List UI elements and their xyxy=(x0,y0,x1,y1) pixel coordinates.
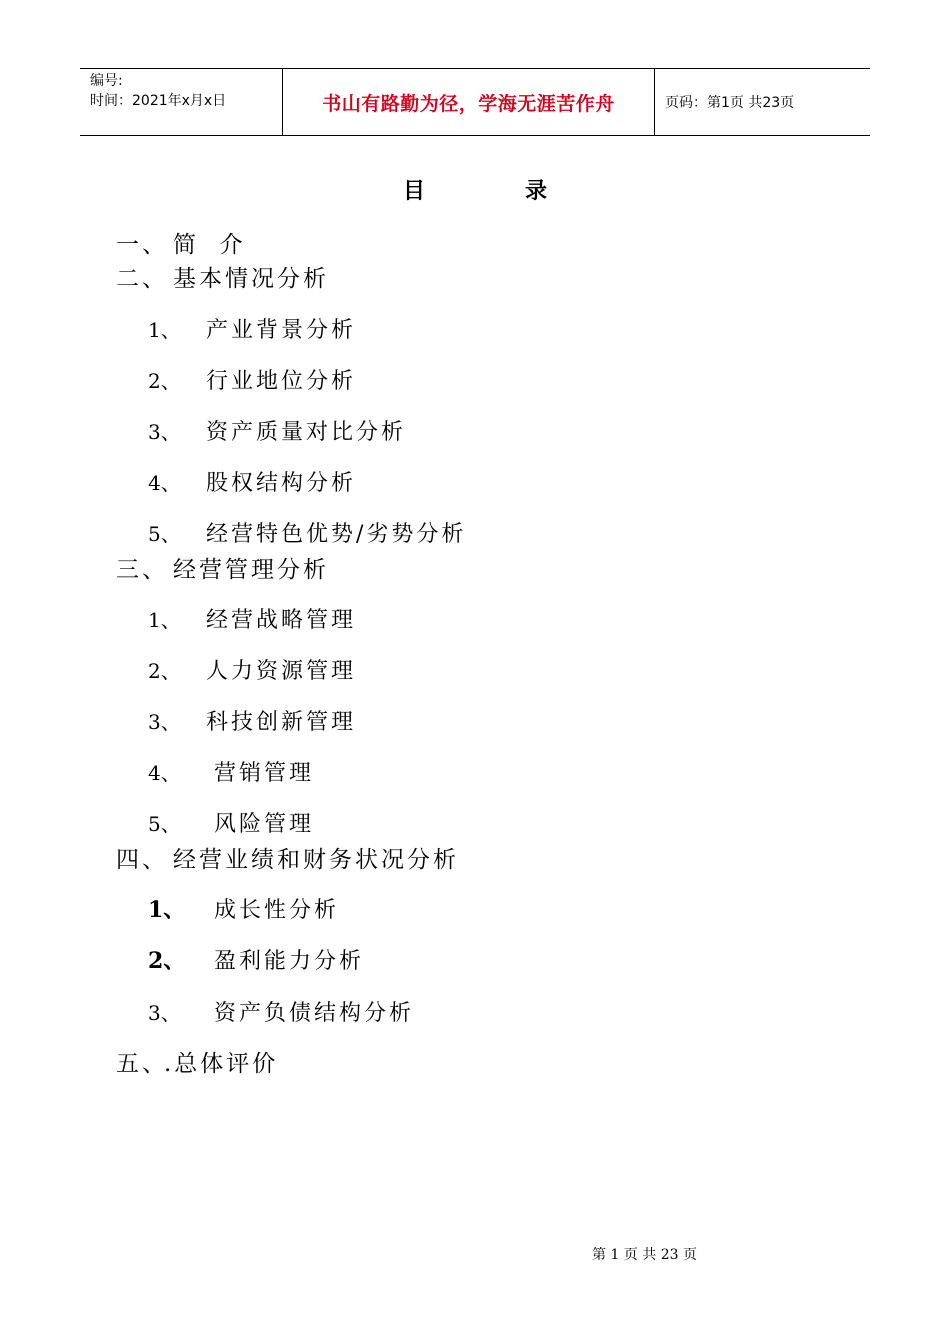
toc-item[interactable] xyxy=(116,1045,278,1078)
toc-item-number: 五、 xyxy=(116,1051,168,1077)
toc-item-label: 基本情况分析 xyxy=(173,266,329,292)
toc-subitem[interactable] xyxy=(148,313,356,344)
header-page-info: 页码：第1页 共23页 xyxy=(665,95,795,111)
toc-item-number: 2、 xyxy=(148,369,181,393)
toc-item-label: 成长性分析 xyxy=(214,898,340,923)
toc-item-number: 5、 xyxy=(148,522,181,546)
page-header xyxy=(80,68,870,136)
header-meta xyxy=(80,69,283,135)
toc-item-number: 4、 xyxy=(148,761,181,785)
toc-item[interactable] xyxy=(116,841,459,874)
toc-item-label: 营销管理 xyxy=(214,761,315,786)
toc-subitem[interactable] xyxy=(148,944,364,975)
toc-item-number: 3、 xyxy=(148,420,181,444)
toc-item-label: 风险管理 xyxy=(214,812,315,837)
toc-item-label: 资产负债结构分析 xyxy=(214,1001,415,1026)
toc-item-label: 科技创新管理 xyxy=(206,710,357,735)
toc-item[interactable] xyxy=(116,551,329,584)
toc-subitem[interactable] xyxy=(148,807,314,838)
toc-item-number: 5、 xyxy=(148,812,181,836)
toc-item-number: 二、 xyxy=(116,266,168,292)
toc-subitem[interactable] xyxy=(148,654,356,685)
toc-item-label: 经营战略管理 xyxy=(206,608,357,633)
toc-item-number: 2、 xyxy=(148,948,186,974)
toc-subitem[interactable] xyxy=(148,415,406,446)
toc-subitem[interactable] xyxy=(148,893,339,924)
toc-title-left: 目 xyxy=(402,178,425,204)
toc-subitem[interactable] xyxy=(148,603,356,634)
toc-item-number: 一、 xyxy=(116,232,168,258)
toc-item-label: 行业地位分析 xyxy=(206,369,357,394)
header-motto: 书山有路勤为径，学海无涯苦作舟 xyxy=(283,69,655,135)
time-label: 时间：2021年x月x日 xyxy=(90,93,227,109)
toc-title-right: 录 xyxy=(525,178,548,204)
toc-item-number: 三、 xyxy=(116,557,168,583)
toc-item-number: 1、 xyxy=(148,318,181,342)
toc-subitem[interactable] xyxy=(148,517,466,548)
toc-item-number: 3、 xyxy=(148,710,181,734)
toc-subitem[interactable] xyxy=(148,705,356,736)
toc-item-label: 产业背景分析 xyxy=(206,318,357,343)
toc-item[interactable] xyxy=(116,226,246,259)
toc-subitem[interactable] xyxy=(148,756,314,787)
toc-item-label: 经营业绩和财务状况分析 xyxy=(173,847,459,873)
toc-item[interactable] xyxy=(116,260,329,293)
toc-item-number: 四、 xyxy=(116,847,168,873)
toc-item-label: 人力资源管理 xyxy=(206,659,357,684)
toc-item-number: 1、 xyxy=(148,608,181,632)
toc-item-label: 经营管理分析 xyxy=(173,557,329,583)
toc-item-label: .总体评价 xyxy=(164,1051,279,1077)
toc-item-number: 1、 xyxy=(148,897,186,923)
toc-subitem[interactable] xyxy=(148,996,414,1027)
toc-item-number: 2、 xyxy=(148,659,181,683)
toc-item-label: 盈利能力分析 xyxy=(214,949,365,974)
toc-item-label: 经营特色优势/劣势分析 xyxy=(206,522,467,547)
toc-item-label: 股权结构分析 xyxy=(206,471,357,496)
toc-item-label: 资产质量对比分析 xyxy=(206,420,407,445)
page-footer: 第 1 页 共 23 页 xyxy=(592,1247,697,1263)
toc-title xyxy=(0,174,950,205)
toc-subitem[interactable] xyxy=(148,364,356,395)
toc-item-number: 4、 xyxy=(148,471,181,495)
toc-item-label: 简 介 xyxy=(173,232,246,258)
toc-subitem[interactable] xyxy=(148,466,356,497)
serial-label: 编号: xyxy=(90,73,123,89)
toc-item-number: 3、 xyxy=(148,1001,181,1025)
